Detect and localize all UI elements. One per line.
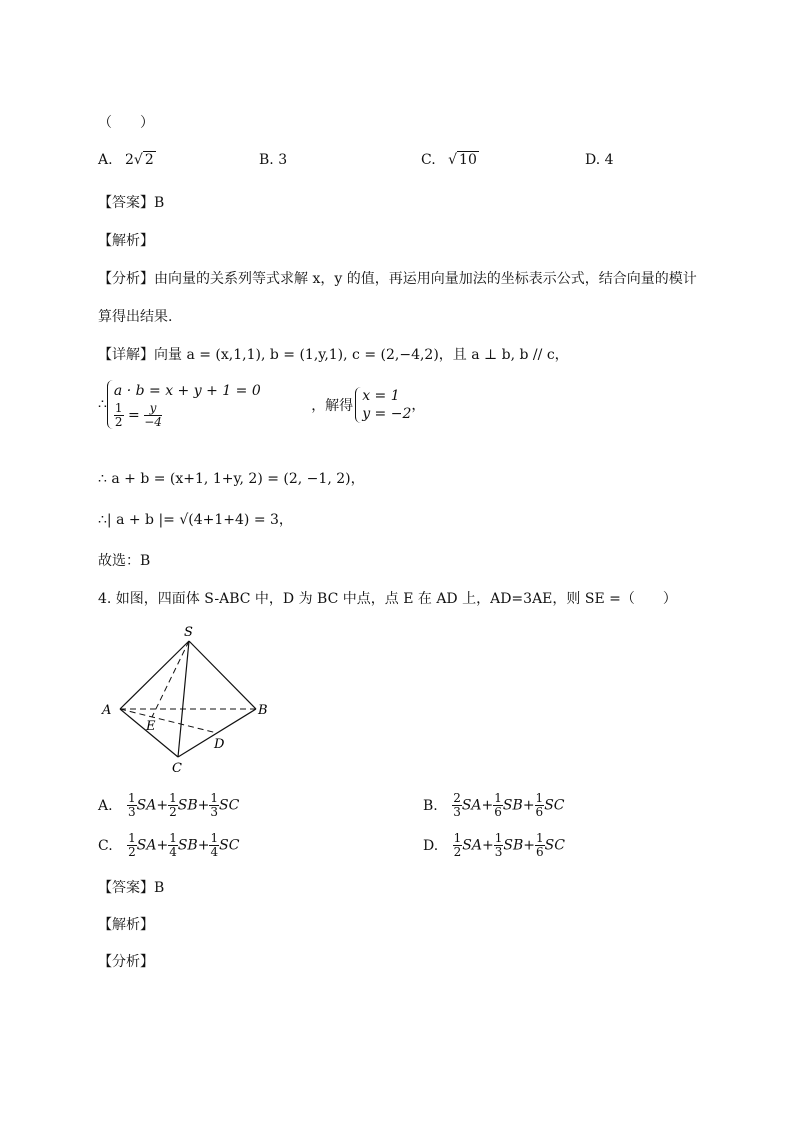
fenxi-text: 由向量的关系列等式求解 x，y 的值，再运用向量加法的坐标表示公式，结合向量的模计 <box>154 271 697 287</box>
q4-answer: 【答案】B <box>98 880 165 896</box>
label-d: D <box>214 737 225 752</box>
option-value: √ 10 <box>448 152 477 168</box>
label-s: S <box>184 625 193 640</box>
q3-option-a <box>98 152 156 168</box>
option-letter: D. <box>585 152 601 168</box>
equation-1: a · b = x + y + 1 = 0 <box>113 383 261 399</box>
q3-fenxi <box>98 268 697 288</box>
q3-sum-line: ∴ a + b = (x+1, 1+y, 2) = (2, −1, 2)， <box>98 471 365 487</box>
option-letter: C. <box>98 837 113 854</box>
solve-label: ，解得 <box>311 397 354 414</box>
q4-fenxi-tag: 【分析】 <box>98 954 154 970</box>
q4-option-b: B. $\frac{2}{3}$ SA+ $\frac{1}{6}$ SB+ $\frac{1}{6}$ SC <box>423 791 565 819</box>
option-letter: A. <box>98 797 113 814</box>
label-e: E <box>146 719 156 734</box>
q3-answer: 【答案】B <box>98 195 165 211</box>
q3-option-d <box>585 152 614 168</box>
solution-system <box>355 387 411 423</box>
fenxi-tag: 【分析】 <box>98 271 154 287</box>
option-value: 2√ 2 <box>125 152 154 168</box>
q3-choose: 故选：B <box>98 553 151 569</box>
option-letter: B. <box>423 797 438 814</box>
q4-option-d: D. $\frac{1}{2}$ SA+ $\frac{1}{3}$ SB+ $\frac{1}{6}$ SC <box>423 831 565 859</box>
option-letter: C. <box>421 152 436 168</box>
therefore-symbol: ∴ <box>98 396 107 413</box>
q4-stem: 4. 如图，四面体 S-ABC 中，D 为 BC 中点，点 E 在 AD 上，AD=3AE，则 SE =（ ） <box>98 591 677 607</box>
solution-1: x = 1 <box>362 387 400 404</box>
option-letter: A. <box>98 152 113 168</box>
detail-text: 向量 a = (x,1,1), b = (1,y,1), c = (2,−4,2)，且 a ⊥ b, b // c， <box>154 347 569 363</box>
option-letter: B. <box>259 152 274 168</box>
solution-2: y = −2 <box>362 405 412 422</box>
q3-option-b <box>259 152 287 168</box>
q3-paren: （ ） <box>98 115 154 131</box>
q3-fenxi-cont: 算得出结果. <box>98 309 173 325</box>
q4-analysis-heading: 【解析】 <box>98 917 154 933</box>
equation-system <box>107 380 261 429</box>
equation-2: $\frac{1}{2}$ = $\frac{y}{-4}$ <box>114 401 162 429</box>
q4-option-a: A. $\frac{1}{3}$ SA+ $\frac{1}{2}$ SB+ $\frac{1}{3}$ SC <box>98 791 240 819</box>
option-value: 3 <box>278 152 288 168</box>
q3-analysis-heading: 【解析】 <box>98 233 154 249</box>
q3-option-c <box>421 152 479 168</box>
tetrahedron-figure <box>98 624 278 774</box>
label-a: A <box>102 703 112 718</box>
q3-modulus-line: ∴| a + b |= √(4+1+4) = 3， <box>98 512 293 528</box>
option-letter: D. <box>423 837 439 854</box>
q3-detail <box>98 344 569 364</box>
label-c: C <box>172 761 182 774</box>
q4-option-c: C. $\frac{1}{2}$ SA+ $\frac{1}{4}$ SB+ $\frac{1}{4}$ SC <box>98 831 240 859</box>
label-b: B <box>258 703 268 718</box>
solution-tail: ， <box>411 397 426 414</box>
q3-system <box>98 380 425 429</box>
detail-tag: 【详解】 <box>98 347 154 363</box>
option-value: 4 <box>604 152 614 168</box>
